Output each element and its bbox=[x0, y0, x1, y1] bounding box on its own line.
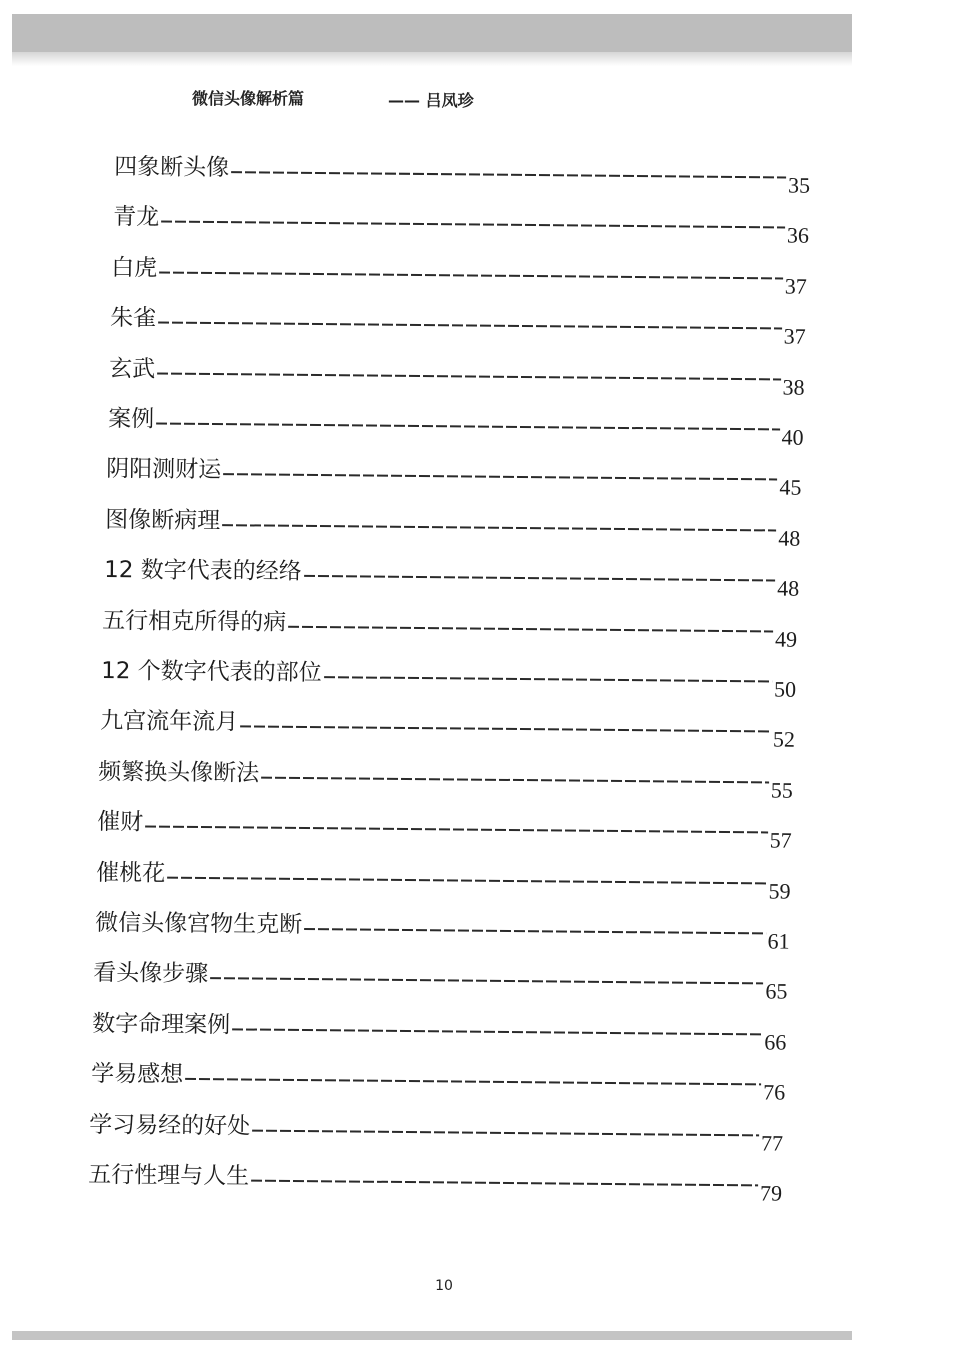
toc-leader-line bbox=[324, 676, 772, 682]
toc-entry-title: 看头像步骤 bbox=[93, 960, 209, 988]
toc-entry-page: 52 bbox=[772, 726, 795, 753]
toc-entry bbox=[111, 251, 808, 299]
toc-leader-line bbox=[158, 322, 782, 330]
toc-entry bbox=[101, 654, 797, 702]
toc-entry-page: 40 bbox=[780, 424, 804, 450]
toc-entry bbox=[106, 452, 802, 501]
toc-entry-title: 九宫流年流月 bbox=[99, 708, 238, 736]
toc-entry bbox=[90, 1057, 785, 1105]
toc-entry-page: 45 bbox=[779, 474, 802, 501]
toc-entry bbox=[102, 604, 798, 652]
toc-leader-line bbox=[304, 928, 765, 934]
toc-entry bbox=[112, 200, 809, 249]
toc-entry-title: 五行相克所得的病 bbox=[102, 607, 287, 636]
toc-leader-line bbox=[156, 422, 779, 430]
toc-leader-line bbox=[167, 876, 767, 884]
toc-entry-title: 玄武 bbox=[108, 355, 156, 383]
toc-entry-title: 微信头像宫物生克断 bbox=[94, 910, 302, 938]
toc-leader-line bbox=[161, 221, 785, 229]
toc-entry-title: 学易感想 bbox=[90, 1061, 183, 1089]
toc-entry bbox=[93, 956, 788, 1005]
toc-entry-page: 77 bbox=[761, 1130, 784, 1156]
toc-entry-title: 12 数字代表的经络 bbox=[103, 557, 302, 586]
toc-entry-page: 66 bbox=[764, 1029, 787, 1055]
toc-entry-page: 50 bbox=[773, 676, 797, 702]
header-author: —— 吕凤珍 bbox=[388, 91, 474, 110]
toc-leader-line bbox=[232, 1028, 762, 1035]
toc-entry-title: 五行性理与人生 bbox=[88, 1162, 250, 1190]
toc-entry-page: 57 bbox=[769, 827, 792, 853]
toc-leader-line bbox=[288, 625, 773, 632]
toc-entry-title: 案例 bbox=[107, 406, 154, 433]
toc-leader-line bbox=[223, 474, 777, 481]
toc-entry-title: 催财 bbox=[97, 809, 144, 836]
toc-entry-page: 61 bbox=[766, 928, 790, 954]
toc-entry-title: 学习易经的好处 bbox=[89, 1111, 251, 1140]
toc-entry-page: 35 bbox=[787, 172, 811, 198]
toc-entry bbox=[107, 402, 804, 450]
toc-leader-line bbox=[185, 1078, 761, 1086]
toc-entry-title: 阴阳测财运 bbox=[106, 456, 222, 484]
toc-entry bbox=[97, 805, 792, 853]
toc-entry-title: 图像断病理 bbox=[104, 506, 221, 534]
toc-entry-title: 四象断头像 bbox=[114, 154, 230, 182]
toc-entry bbox=[103, 553, 799, 601]
toc-entry-page: 49 bbox=[775, 626, 798, 652]
toc-entry-title: 频繁换头像断法 bbox=[98, 758, 260, 787]
toc-entry-title: 青龙 bbox=[112, 204, 159, 231]
toc-entry-page: 48 bbox=[778, 525, 801, 551]
toc-leader-line bbox=[145, 826, 768, 834]
toc-entry-page: 48 bbox=[776, 575, 799, 601]
toc-leader-line bbox=[240, 726, 771, 733]
toc-entry-page: 38 bbox=[782, 374, 805, 400]
toc-entry-title: 朱雀 bbox=[110, 305, 157, 332]
toc-entry bbox=[88, 1158, 783, 1206]
toc-entry bbox=[108, 352, 805, 400]
toc-entry bbox=[94, 906, 790, 954]
toc-leader-line bbox=[222, 524, 776, 531]
toc-entry-page: 65 bbox=[765, 978, 788, 1005]
toc-entry bbox=[114, 150, 811, 198]
header-title: 微信头像解析篇 bbox=[192, 89, 305, 108]
toc-entry-page: 59 bbox=[768, 878, 791, 904]
toc-leader-line bbox=[261, 776, 769, 783]
toc-entry-page: 37 bbox=[783, 323, 806, 349]
toc-leader-line bbox=[231, 171, 786, 178]
toc-entry bbox=[98, 755, 794, 803]
toc-entry-title: 12 个数字代表的部位 bbox=[101, 658, 322, 687]
toc-entry-title: 白虎 bbox=[111, 254, 158, 282]
toc-entry-title: 数字命理案例 bbox=[91, 1010, 231, 1039]
toc-entry-page: 37 bbox=[785, 273, 808, 299]
toc-entry bbox=[95, 856, 791, 904]
toc-leader-line bbox=[303, 575, 775, 582]
toc-entry-page: 55 bbox=[771, 777, 794, 803]
toc-entry bbox=[89, 1108, 784, 1156]
toc-entry-page: 79 bbox=[759, 1180, 783, 1206]
toc-leader-line bbox=[157, 372, 781, 380]
toc-entry-title: 催桃花 bbox=[95, 859, 166, 887]
toc-leader-line bbox=[251, 1180, 758, 1187]
scan-bottom-bar bbox=[12, 1331, 852, 1340]
toc-leader-line bbox=[252, 1129, 759, 1136]
toc-entry-page: 76 bbox=[762, 1079, 785, 1105]
toc-entry-page: 36 bbox=[786, 222, 809, 249]
toc-entry bbox=[99, 704, 795, 753]
toc-leader-line bbox=[160, 271, 784, 279]
page-number: 10 bbox=[435, 1278, 453, 1294]
toc-entry bbox=[104, 503, 801, 551]
toc-leader-line bbox=[210, 978, 763, 985]
toc-entry bbox=[91, 1007, 787, 1055]
toc-entry bbox=[110, 301, 806, 349]
